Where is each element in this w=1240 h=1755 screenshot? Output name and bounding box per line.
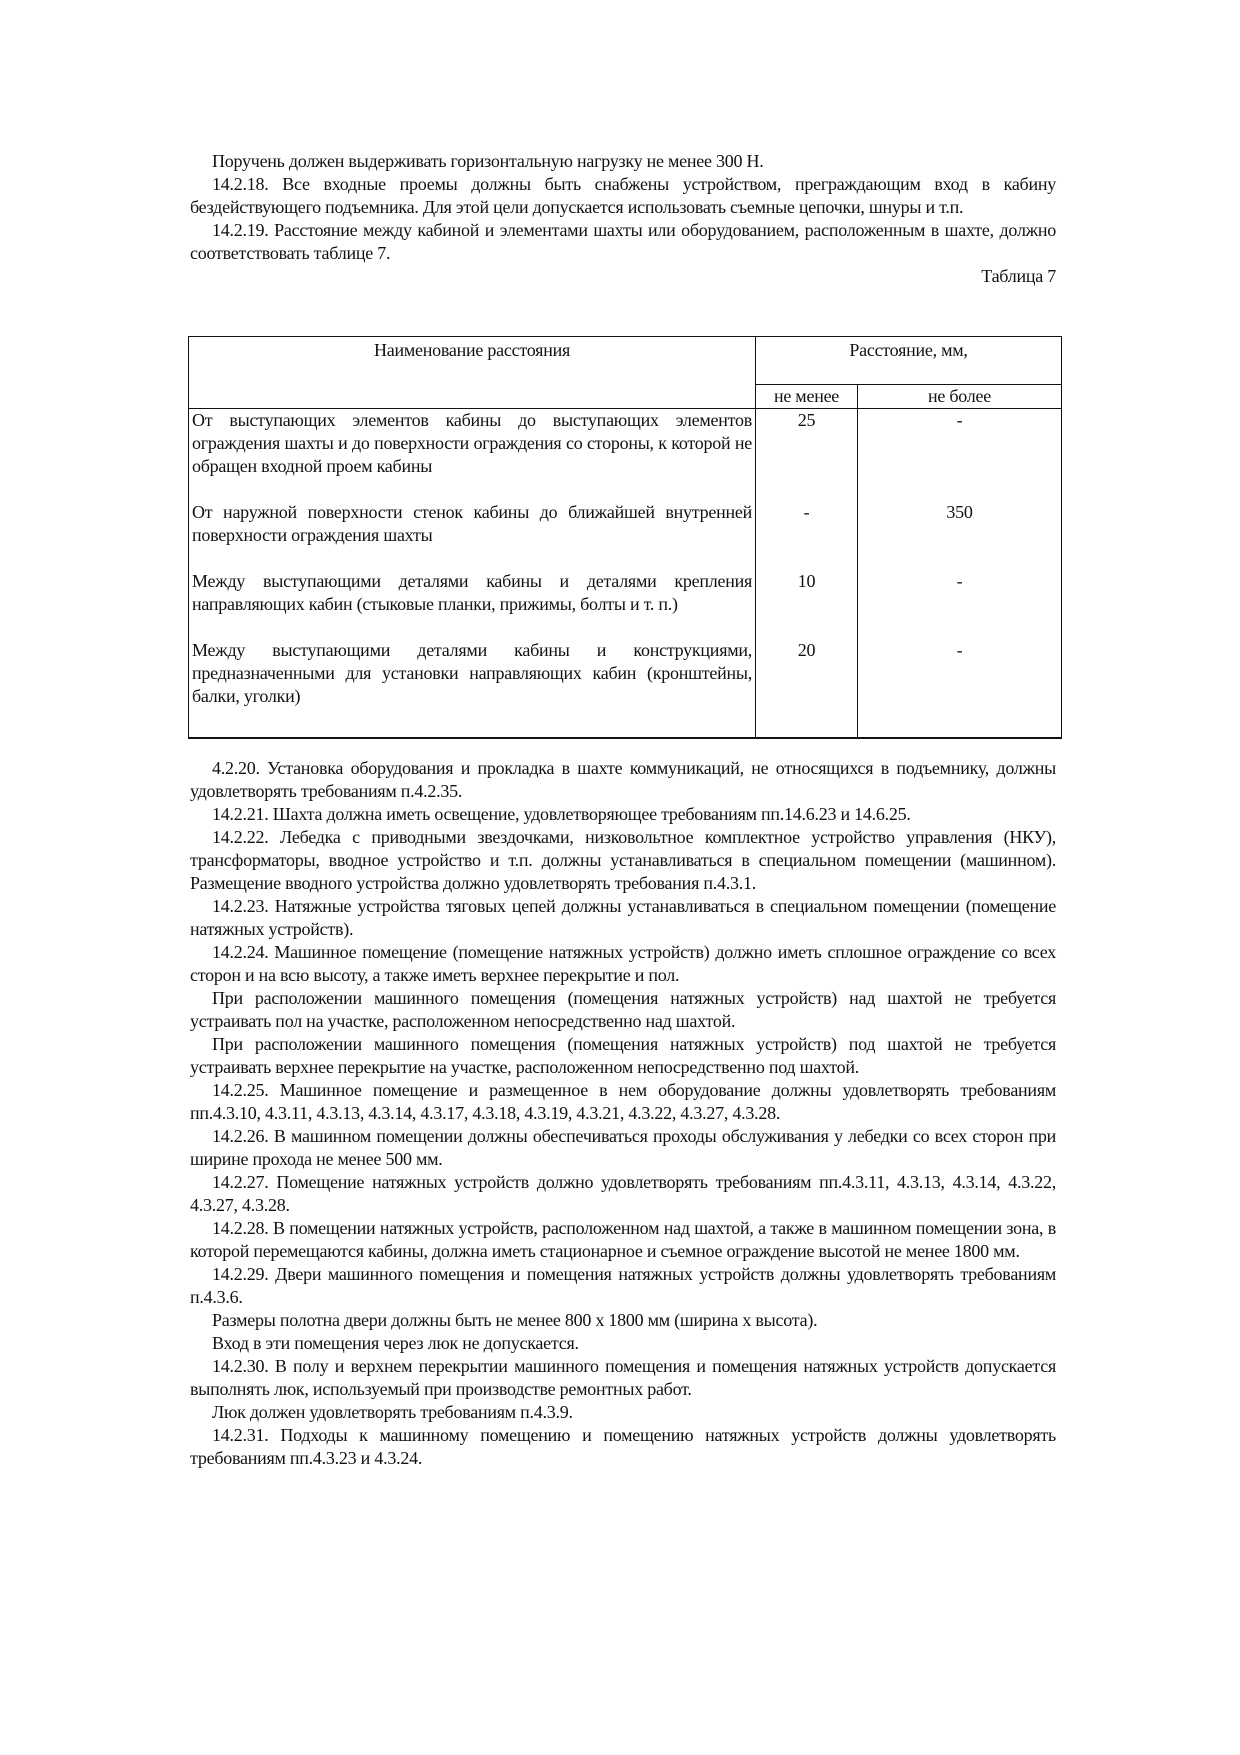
row-min: 25: [756, 409, 858, 502]
paragraph: 14.2.29. Двери машинного помещения и помещения натяжных устройств должны удовлетворять требованиям п.4.3.6.: [190, 1264, 1056, 1307]
paragraph: 14.2.22. Лебедка с приводными звездочками, низковольтное комплектное устройство управления (НКУ), трансформаторы, вводное устройство и т.п. должны устанавливаться в специальном помещении (машинном). Размещение вводного устройства должно удовлетворять требования п.4.3.1.: [190, 827, 1056, 893]
text-before-table: [190, 150, 1056, 288]
row-max: -: [858, 639, 1062, 738]
text-after-table: [190, 757, 1056, 1470]
row-min: -: [756, 501, 858, 570]
header-distance: Расстояние, мм,: [756, 337, 1062, 385]
distance-table: [188, 336, 1062, 739]
paragraph: При расположении машинного помещения (помещения натяжных устройств) над шахтой не требуется устраивать пол на участке, расположенном непосредственно над шахтой.: [190, 988, 1056, 1031]
row-max: -: [858, 409, 1062, 502]
paragraph: Люк должен удовлетворять требованиям п.4.3.9.: [212, 1402, 573, 1422]
paragraph: Размеры полотна двери должны быть не менее 800 х 1800 мм (ширина х высота).: [212, 1310, 818, 1330]
paragraph: 14.2.30. В полу и верхнем перекрытии машинного помещения и помещения натяжных устройств допускается выполнять люк, используемый при производстве ремонтных работ.: [190, 1356, 1056, 1399]
header-max: не более: [858, 385, 1062, 409]
row-name: Между выступающими деталями кабины и конструкциями, предназначенными для установки направляющих кабин (кронштейны, балки, уголки): [189, 639, 756, 738]
header-name: Наименование расстояния: [189, 337, 756, 409]
paragraph: Поручень должен выдерживать горизонтальную нагрузку не менее 300 Н.: [212, 151, 764, 171]
table-row: [189, 409, 1062, 502]
paragraph: 14.2.21. Шахта должна иметь освещение, удовлетворяющее требованиям пп.14.6.23 и 14.6.25.: [212, 804, 911, 824]
row-min: 10: [756, 570, 858, 639]
paragraph: 14.2.18. Все входные проемы должны быть снабжены устройством, преграждающим вход в кабину бездействующего подъемника. Для этой цели допускается использовать съемные цепочки, шнуры и т.п.: [190, 174, 1056, 217]
paragraph: Вход в эти помещения через люк не допускается.: [212, 1333, 579, 1353]
table-row: [189, 501, 1062, 570]
paragraph: 4.2.20. Установка оборудования и прокладка в шахте коммуникаций, не относящихся в подъемнику, должны удовлетворять требованиям п.4.2.35.: [190, 758, 1056, 801]
paragraph: 14.2.31. Подходы к машинному помещению и помещению натяжных устройств должны удовлетворять требованиям пп.4.3.23 и 4.3.24.: [190, 1425, 1056, 1468]
paragraph: 14.2.23. Натяжные устройства тяговых цепей должны устанавливаться в специальном помещении (помещение натяжных устройств).: [190, 896, 1056, 939]
table-caption: Таблица 7: [981, 266, 1056, 286]
header-min: не менее: [756, 385, 858, 409]
paragraph: 14.2.19. Расстояние между кабиной и элементами шахты или оборудованием, расположенным в шахте, должно соответствовать таблице 7.: [190, 220, 1056, 263]
paragraph: 14.2.27. Помещение натяжных устройств должно удовлетворять требованиям пп.4.3.11, 4.3.13, 4.3.14, 4.3.22, 4.3.27, 4.3.28.: [190, 1172, 1056, 1215]
paragraph: 14.2.24. Машинное помещение (помещение натяжных устройств) должно иметь сплошное ограждение со всех сторон и на всю высоту, а также иметь верхнее перекрытие и пол.: [190, 942, 1056, 985]
row-max: -: [858, 570, 1062, 639]
paragraph: 14.2.28. В помещении натяжных устройств, расположенном над шахтой, а также в машинном помещении зона, в которой перемещаются кабины, должна иметь стационарное и съемное ограждение высотой не менее 1800 мм.: [190, 1218, 1056, 1261]
paragraph: 14.2.25. Машинное помещение и размещенное в нем оборудование должны удовлетворять требованиям пп.4.3.10, 4.3.11, 4.3.13, 4.3.14, 4.3.17, 4.3.18, 4.3.19, 4.3.21, 4.3.22, 4.3.27, 4.3.28.: [190, 1080, 1056, 1123]
paragraph: При расположении машинного помещения (помещения натяжных устройств) под шахтой не требуется устраивать верхнее перекрытие на участке, расположенном непосредственно под шахтой.: [190, 1034, 1056, 1077]
row-name: От выступающих элементов кабины до выступающих элементов ограждения шахты и до поверхности ограждения со стороны, к которой не обращен входной проем кабины: [189, 409, 756, 502]
row-name: Между выступающими деталями кабины и деталями крепления направляющих кабин (стыковые планки, прижимы, болты и т. п.): [189, 570, 756, 639]
table-row: [189, 639, 1062, 738]
row-name: От наружной поверхности стенок кабины до ближайшей внутренней поверхности ограждения шахты: [189, 501, 756, 570]
table-row: [189, 570, 1062, 639]
paragraph: 14.2.26. В машинном помещении должны обеспечиваться проходы обслуживания у лебедки со всех сторон при ширине прохода не менее 500 мм.: [190, 1126, 1056, 1169]
row-max: 350: [858, 501, 1062, 570]
row-min: 20: [756, 639, 858, 738]
